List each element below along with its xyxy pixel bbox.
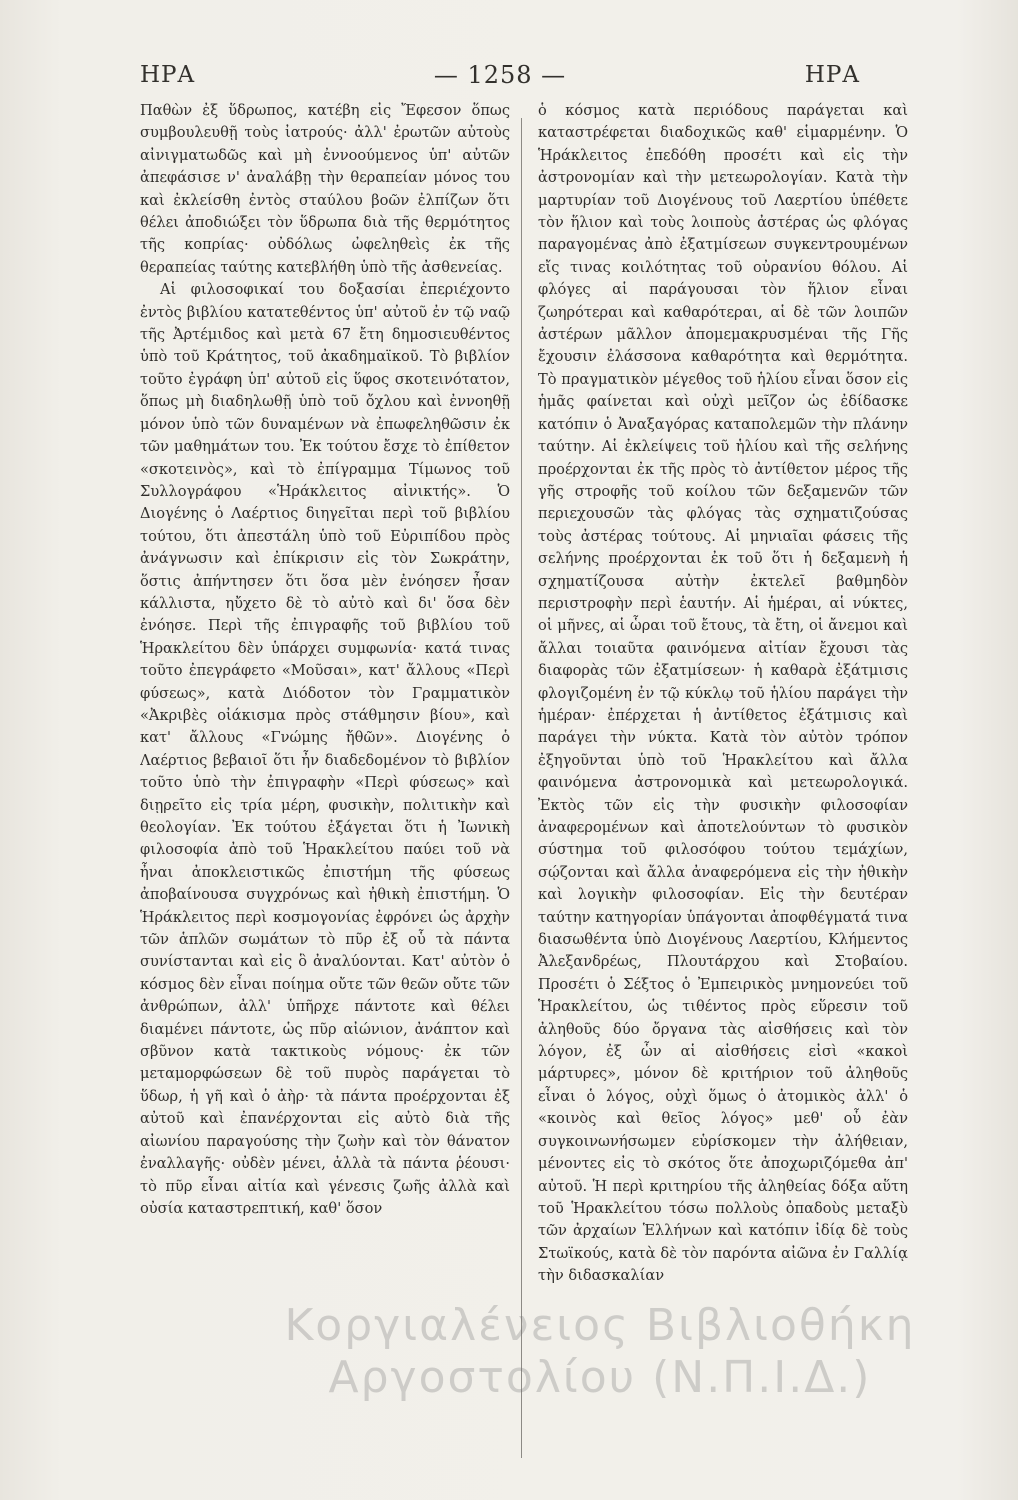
column-divider	[521, 118, 522, 1458]
header-left-title: ΗΡΑ	[140, 62, 196, 88]
paragraph: Παθὼν ἐξ ὕδρωπος, κατέβη εἰς Ἔφεσον ὅπως συμβουλευθῇ τοὺς ἰατρούς· ἀλλ' ἐρωτῶν αὐτοὺς αἰνιγματωδῶς καὶ μὴ ἐννοούμενος ὑπ' αὐτῶν ἀπεφάσισε ν' ἀναλάβῃ τὴν θεραπείαν μόνος του καὶ ἐκλείσθη ἐντὸς σταύλου βοῶν ἐλπίζων ὅτι θέλει ἀποδιώξει τὸν ὕδρωπα διὰ τῆς θερμότητος τῆς κοπρίας· οὐδόλως ὠφεληθεὶς ἐκ τῆς θεραπείας ταύτης κατεβλήθη ὑπὸ τῆς ἀσθενείας.	[140, 102, 510, 276]
paragraph: Αἱ φιλοσοφικαί του δοξασίαι ἐπεριέχοντο ἐντὸς βιβλίου κατατεθέντος ὑπ' αὐτοῦ ἐν τῷ ναῷ τῆς Ἀρτέμιδος καὶ μετὰ 67 ἔτη δημοσιευθέντος ὑπὸ τοῦ Κράτητος, τοῦ ἀκαδημαϊκοῦ. Τὸ βιβλίον τοῦτο ἐγράφη ὑπ' αὐτοῦ εἰς ὕφος σκοτεινότατον, ὅπως μὴ διαδηλωθῇ ὑπὸ τοῦ ὄχλου καὶ ἐννοηθῇ μόνον ὑπὸ τῶν δυναμένων νὰ ἐπωφεληθῶσιν ἐκ τῶν μαθημάτων του. Ἐκ τούτου ἔσχε τὸ ἐπίθετον «σκοτεινὸς», καὶ τὸ ἐπίγραμμα Τίμωνος τοῦ Συλλογράφου «Ἡράκλειτος αἰνικτής». Ὁ Διογένης ὁ Λαέρτιος διηγεῖται περὶ τοῦ βιβλίου τούτου, ὅτι ἀπεστάλη ὑπὸ τοῦ Εὐριπίδου πρὸς ἀνάγνωσιν καὶ ἐπίκρισιν εἰς τὸν Σωκράτην, ὅστις ἀπήντησεν ὅτι ὅσα μὲν ἐνόησεν ἦσαν κάλλιστα, ηὔχετο δὲ τὸ αὐτὸ καὶ δι' ὅσα δὲν ἐνόησε. Περὶ τῆς ἐπιγραφῆς τοῦ βιβλίου τοῦ Ἡρακλείτου δὲν ὑπάρχει συμφωνία· κατά τινας τοῦτο ἐπεγράφετο «Μοῦσαι», κατ' ἄλλους «Περὶ φύσεως», κατὰ Διόδοτον τὸν Γραμματικὸν «Ἀκριβὲς οἰάκισμα πρὸς στάθμησιν βίου», καὶ κατ' ἄλλους «Γνώμης ἤθῶν». Διογένης ὁ Λαέρτιος βεβαιοῖ ὅτι ἦν διαδεδομένον τὸ βιβλίον τοῦτο ὑπὸ τὴν ἐπιγραφὴν «Περὶ φύσεως» καὶ διῃρεῖτο εἰς τρία μέρη, φυσικὴν, πολιτικὴν καὶ θεολογίαν. Ἐκ τούτου ἐξάγεται ὅτι ἡ Ἰωνικὴ φιλοσοφία ἀπὸ τοῦ Ἡρακλείτου παύει τοῦ νὰ ἦναι ἀποκλειστικῶς ἐπιστήμη τῆς φύσεως ἀποβαίνουσα συγχρόνως καὶ ἠθικὴ ἐπιστήμη. Ὁ Ἡράκλειτος περὶ κοσμογονίας ἐφρόνει ὡς ἀρχὴν τῶν ἁπλῶν σωμάτων τὸ πῦρ ἐξ οὗ τὰ πάντα συνίστανται καὶ εἰς ὃ ἀναλύονται. Κατ' αὐτὸν ὁ κόσμος δὲν εἶναι ποίημα οὔτε τῶν θεῶν οὔτε τῶν ἀνθρώπων, ἀλλ' ὑπῆρχε πάντοτε καὶ θέλει διαμένει πάντοτε, ὡς πῦρ αἰώνιον, ἀνάπτον καὶ σβῦνον κατὰ τακτικοὺς νόμους· ἐκ τῶν μεταμορφώσεων δὲ τοῦ πυρὸς παράγεται τὸ ὕδωρ, ἡ γῆ καὶ ὁ ἀὴρ· τὰ πάντα προέρχονται ἐξ αὐτοῦ καὶ ἐπανέρχονται εἰς αὐτὸ διὰ τῆς αἰωνίου παραγούσης τὴν ζωὴν καὶ τὸν θάνατον ἐναλλαγῆς· οὐδὲν μένει, ἀλλὰ τὰ πάντα ῥέουσι· τὸ πῦρ εἶναι αἰτία καὶ γένεσις ζωῆς ἀλλὰ καὶ οὐσία καταστρεπτική, καθ' ὅσον	[140, 281, 510, 1217]
header-right-title: ΗΡΑ	[804, 62, 860, 88]
paragraph: ὁ κόσμος κατὰ περιόδους παράγεται καὶ καταστρέφεται διαδοχικῶς καθ' εἱμαρμένην. Ὁ Ἡράκλειτος ἐπεδόθη προσέτι καὶ εἰς τὴν ἀστρονομίαν καὶ τὴν μετεωρολογίαν. Κατὰ τὴν μαρτυρίαν τοῦ Διογένους τοῦ Λαερτίου ὑπέθετε τὸν ἥλιον καὶ τοὺς λοιποὺς ἀστέρας ὡς φλόγας παραγομένας ἀπὸ ἐξατμίσεων συγκεντρουμένων εἴς τινας κοιλότητας τοῦ οὐρανίου θόλου. Αἱ φλόγες αἱ παράγουσαι τὸν ἥλιον εἶναι ζωηρότεραι καὶ καθαρότεραι, αἱ δὲ τῶν λοιπῶν ἀστέρων μᾶλλον ἀπομεμακρυσμέναι τῆς Γῆς ἔχουσιν ἐλάσσονα καθαρότητα καὶ θερμότητα. Τὸ πραγματικὸν μέγεθος τοῦ ἡλίου εἶναι ὅσον εἰς ἡμᾶς φαίνεται καὶ οὐχὶ μεῖζον ὡς ἐδίδασκε κατόπιν ὁ Ἀναξαγόρας καταπολεμῶν τὴν πλάνην ταύτην. Αἱ ἐκλείψεις τοῦ ἡλίου καὶ τῆς σελήνης προέρχονται ἐκ τῆς πρὸς τὸ ἀντίθετον μέρος τῆς γῆς στροφῆς τοῦ κοίλου τῶν δεξαμενῶν τῶν περιεχουσῶν τὰς φλόγας τὰς σχηματιζούσας τοὺς ἀστέρας τούτους. Αἱ μηνιαῖαι φάσεις τῆς σελήνης προέρχονται ἐκ τοῦ ὅτι ἡ δεξαμενὴ ἡ σχηματίζουσα αὐτὴν ἐκτελεῖ βαθμηδὸν περιστροφὴν περὶ ἑαυτήν. Αἱ ἡμέραι, αἱ νύκτες, οἱ μῆνες, αἱ ὧραι τοῦ ἔτους, τὰ ἔτη, οἱ ἄνεμοι καὶ ἄλλαι τοιαῦτα φαινόμενα αἰτίαν ἔχουσι τὰς διαφορὰς τῶν ἐξατμίσεων· ἡ καθαρὰ ἐξάτμισις φλογιζομένη ἐν τῷ κύκλῳ τοῦ ἡλίου παράγει τὴν ἡμέραν· ἐπέρχεται ἡ ἀντίθετος ἐξάτμισις καὶ παράγει τὴν νύκτα. Κατὰ τὸν αὐτὸν τρόπον ἐξηγοῦνται ὑπὸ τοῦ Ἡρακλείτου καὶ ἄλλα φαινόμενα ἀστρονομικὰ καὶ μετεωρολογικά. Ἐκτὸς τῶν εἰς τὴν φυσικὴν φιλοσοφίαν ἀναφερομένων καὶ ἀποτελούντων τὸ φυσικὸν σύστημα τοῦ φιλοσόφου τούτου τεμάχίων, σῴζονται καὶ ἄλλα ἀναφερόμενα εἰς τὴν ἠθικὴν καὶ λογικὴν φιλοσοφίαν. Εἰς τὴν δευτέραν ταύτην κατηγορίαν ὑπάγονται ἀποφθέγματά τινα διασωθέντα ὑπὸ Διογένους Λαερτίου, Κλήμεντος Ἀλεξανδρέως, Πλουτάρχου καὶ Στοβαίου. Προσέτι ὁ Σέξτος ὁ Ἐμπειρικὸς μνημονεύει τοῦ Ἡρακλείτου, ὡς τιθέντος πρὸς εὕρεσιν τοῦ ἀληθοῦς δύο ὄργανα τὰς αἰσθήσεις καὶ τὸν λόγον, ἐξ ὧν αἱ αἰσθήσεις εἰσὶ «κακοὶ μάρτυρες», μόνον δὲ κριτήριον τοῦ ἀληθοῦς εἶναι ὁ λόγος, οὐχὶ ὅμως ὁ ἀτομικὸς ἀλλ' ὁ «κοινὸς καὶ θεῖος λόγος» μεθ' οὗ ἐὰν συγκοινωνήσωμεν εὑρίσκομεν τὴν ἀλήθειαν, μένοντες εἰς τὸ σκότος ὅτε ἀποχωριζόμεθα ἀπ' αὐτοῦ. Ἡ περὶ κριτηρίου τῆς ἀληθείας δόξα αὕτη τοῦ Ἡρακλείτου τόσω πολλοὺς ὀπαδοὺς μεταξὺ τῶν ἀρχαίων Ἑλλήνων καὶ κατόπιν ἰδίᾳ δὲ τοὺς Στωϊκούς, κατὰ δὲ τὸν παρόντα αἰῶνα ἐν Γαλλίᾳ τὴν διδασκαλίαν	[538, 102, 908, 1285]
left-column	[140, 100, 510, 1480]
page-number: — 1258 —	[433, 61, 567, 89]
watermark-line: Κοργιαλένειος Βιβλιοθήκη	[284, 1300, 916, 1351]
right-column	[538, 100, 908, 1480]
watermark-line: Αργοστολίου (Ν.Π.Ι.Δ.)	[328, 1352, 872, 1403]
page-header	[140, 58, 860, 92]
